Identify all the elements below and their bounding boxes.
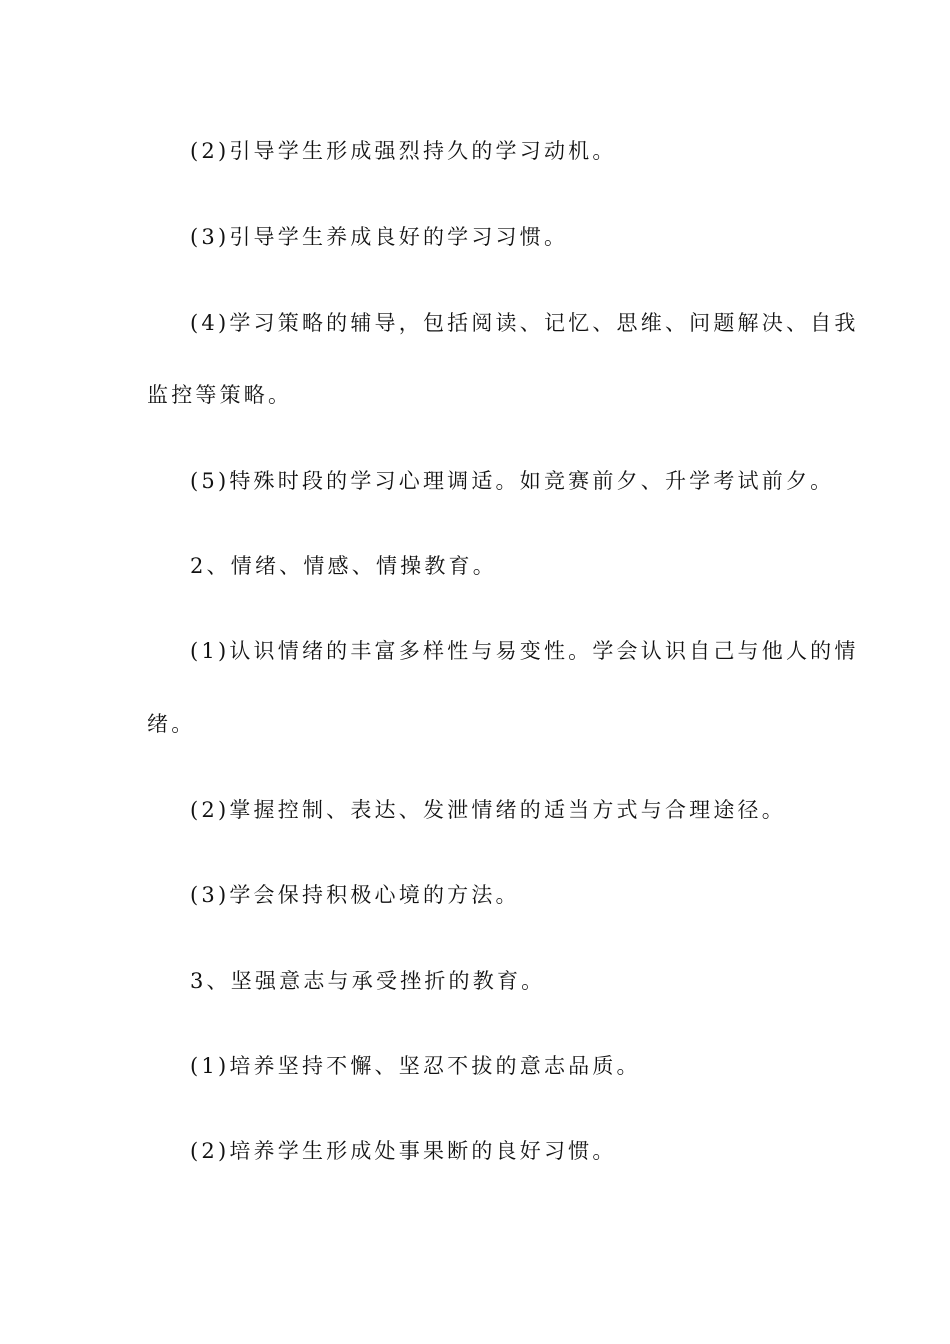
paragraph-line: (3)引导学生养成良好的学习习惯。 [190, 225, 569, 249]
paragraph-line: (4)学习策略的辅导，包括阅读、记忆、思维、问题解决、自我 [190, 311, 859, 335]
paragraph-line: (2)引导学生形成强烈持久的学习动机。 [190, 139, 617, 163]
section-heading: 3、坚强意志与承受挫折的教育。 [190, 969, 546, 993]
paragraph-line: (1)认识情绪的丰富多样性与易变性。学会认识自己与他人的情 [190, 639, 859, 663]
paragraph-line: (5)特殊时段的学习心理调适。如竞赛前夕、升学考试前夕。 [190, 469, 835, 493]
paragraph-continuation-line: 监控等策略。 [147, 383, 293, 407]
paragraph-continuation-line: 绪。 [147, 712, 196, 736]
paragraph-line: (1)培养坚持不懈、坚忍不拔的意志品质。 [190, 1054, 641, 1078]
section-heading: 2、情绪、情感、情操教育。 [190, 554, 497, 578]
paragraph-line: (2)培养学生形成处事果断的良好习惯。 [190, 1139, 617, 1163]
paragraph-line: (2)掌握控制、表达、发泄情绪的适当方式与合理途径。 [190, 798, 786, 822]
paragraph-line: (3)学会保持积极心境的方法。 [190, 883, 520, 907]
